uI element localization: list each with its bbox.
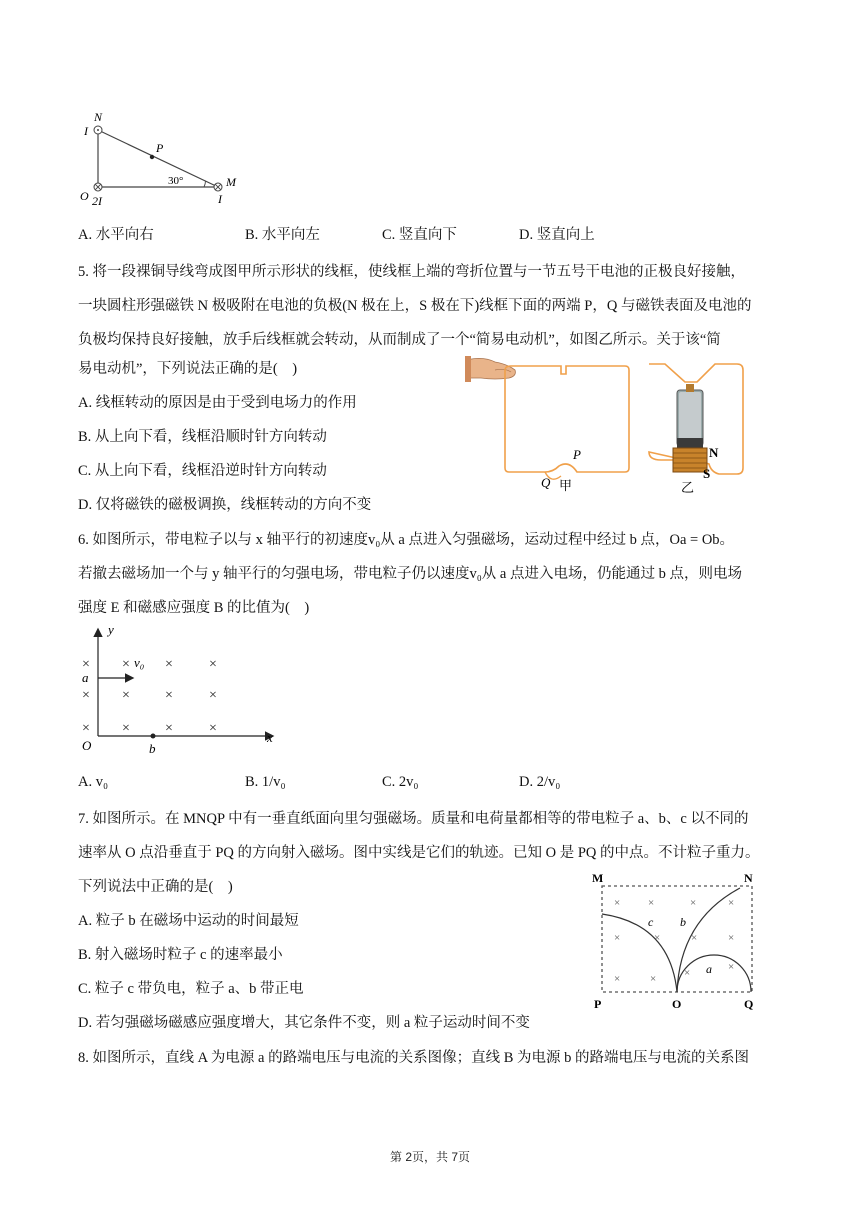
q7-label-M: M xyxy=(592,871,604,885)
q6-stem-line-1: 6. 如图所示，带电粒子以与 x 轴平行的初速度v₀从 a 点进入匀强磁场，运动过程中经过 b 点，Oa = Ob。 xyxy=(78,532,735,548)
magnet-icon xyxy=(673,448,707,472)
q7-label-Q: Q xyxy=(744,997,754,1011)
q7-label-a: a xyxy=(706,962,712,976)
q6-label-a: a xyxy=(82,670,89,685)
svg-text:×: × xyxy=(728,897,735,909)
svg-text:×: × xyxy=(654,932,661,944)
svg-text:×: × xyxy=(691,932,698,944)
q5-label-N: N xyxy=(709,445,719,460)
q5-label-S: S xyxy=(703,466,711,481)
q7-option-c: C. 粒子 c 带负电，粒子 a、b 带正电 xyxy=(78,981,304,997)
q5-option-b: B. 从上向下看，线框沿顺时针方向转动 xyxy=(78,429,327,445)
q6-label-b: b xyxy=(149,741,156,756)
q4-option-d: D. 竖直向上 xyxy=(519,227,595,243)
q6-label-x: x xyxy=(267,730,273,745)
q4-label-M: M xyxy=(226,175,236,189)
q7-stem-line-1: 7. 如图所示。在 MNQP 中有一垂直纸面向里匀强磁场。质量和电荷量都相等的带电粒子 a、b、c 以不同的 xyxy=(78,811,749,827)
q7-label-O: O xyxy=(672,997,682,1011)
q7-option-d: D. 若匀强磁场磁感应强度增大，其它条件不变，则 a 粒子运动时间不变 xyxy=(78,1015,530,1031)
q5-label-yi: 乙 xyxy=(681,480,695,495)
svg-text:×: × xyxy=(650,973,657,985)
q6-option-a: A. v₀ xyxy=(78,774,109,790)
q5-stem-line-3: 负极均保持良好接触，放手后线框就会转动，从而制成了一个“简易电动机”，如图乙所示。关于该“简 xyxy=(78,332,721,348)
svg-text:×: × xyxy=(728,961,735,973)
q4-option-b: B. 水平向左 xyxy=(245,227,320,243)
q7-option-b: B. 射入磁场时粒子 c 的速率最小 xyxy=(78,947,283,963)
q4-label-O: O xyxy=(80,189,89,203)
q5-label-P: P xyxy=(573,447,581,462)
q7-option-a: A. 粒子 b 在磁场中运动的时间最短 xyxy=(78,913,299,929)
svg-text:×: × xyxy=(122,721,130,736)
q5-option-d: D. 仅将磁铁的磁极调换，线框转动的方向不变 xyxy=(78,497,372,513)
q5-stem-line-4: 易电动机”，下列说法正确的是( ) xyxy=(78,361,298,377)
svg-text:×: × xyxy=(614,973,621,985)
q6-label-O: O xyxy=(82,738,92,753)
svg-text:×: × xyxy=(684,967,691,979)
svg-text:×: × xyxy=(122,688,130,703)
svg-text:×: × xyxy=(648,897,655,909)
q6-option-b: B. 1/v₀ xyxy=(245,774,286,790)
q4-label-2I: 2I xyxy=(92,194,102,208)
q7-label-c: c xyxy=(648,915,654,929)
svg-text:×: × xyxy=(82,721,90,736)
q6-label-v0: v₀ xyxy=(134,655,145,670)
page-footer: 第 2页，共 7页 xyxy=(389,1150,471,1164)
q5-label-jia: 甲 xyxy=(559,478,573,493)
q5-option-c: C. 从上向下看，线框沿逆时针方向转动 xyxy=(78,463,327,479)
q7-stem-line-3: 下列说法中正确的是( ) xyxy=(78,879,233,895)
q7-stem-line-2: 速率从 O 点沿垂直于 PQ 的方向射入磁场。图中实线是它们的轨迹。已知 O 是 PQ 的中点。不计粒子重力。 xyxy=(78,845,760,861)
q6-stem-line-2: 若撤去磁场加一个与 y 轴平行的匀强电场，带电粒子仍以速度v₀从 a 点进入电场，仍能通过 b 点，则电场 xyxy=(78,566,742,582)
svg-text:×: × xyxy=(614,897,621,909)
q7-label-b: b xyxy=(680,915,686,929)
svg-text:×: × xyxy=(165,688,173,703)
svg-text:×: × xyxy=(209,721,217,736)
q8-stem-line-1: 8. 如图所示，直线 A 为电源 a 的路端电压与电流的关系图像；直线 B 为电源 b 的路端电压与电流的关系图 xyxy=(78,1050,750,1066)
svg-text:×: × xyxy=(614,932,621,944)
q5-label-Q: Q xyxy=(541,475,551,490)
q4-label-P: P xyxy=(156,141,164,155)
svg-text:×: × xyxy=(82,657,90,672)
q4-figure xyxy=(76,108,246,208)
svg-text:×: × xyxy=(209,688,217,703)
q6-stem-line-3: 强度 E 和磁感应强度 B 的比值为( ) xyxy=(78,600,310,616)
svg-text:×: × xyxy=(728,932,735,944)
q7-label-P: P xyxy=(594,997,602,1011)
q5-option-a: A. 线框转动的原因是由于受到电场力的作用 xyxy=(78,395,357,411)
q4-option-a: A. 水平向右 xyxy=(78,227,154,243)
svg-text:×: × xyxy=(82,688,90,703)
q6-label-y: y xyxy=(108,622,114,637)
q5-stem-line-1: 5. 将一段裸铜导线弯成图甲所示形状的线框，使线框上端的弯折位置与一节五号干电池的正极良好接触， xyxy=(78,264,745,280)
svg-text:×: × xyxy=(209,657,217,672)
q5-stem-line-2: 一块圆柱形强磁铁 N 极吸附在电池的负极(N 极在上，S 极在下)线框下面的两端 P，Q 与磁铁表面及电池的 xyxy=(78,298,752,314)
q4-label-angle: 30° xyxy=(168,175,184,187)
q7-label-N: N xyxy=(744,871,753,885)
q4-label-I-left: I xyxy=(84,124,88,138)
q7-figure xyxy=(588,866,768,1014)
svg-text:×: × xyxy=(122,657,130,672)
q4-label-N: N xyxy=(94,110,103,124)
q4-option-c: C. 竖直向下 xyxy=(382,227,457,243)
svg-text:×: × xyxy=(165,721,173,736)
q6-option-d: D. 2/v₀ xyxy=(519,774,561,790)
q6-figure xyxy=(76,622,286,756)
q6-option-c: C. 2v₀ xyxy=(382,774,419,790)
svg-text:×: × xyxy=(690,897,697,909)
hand-icon xyxy=(465,356,515,382)
q5-figure xyxy=(465,352,765,500)
q4-label-I-right: I xyxy=(218,192,222,206)
svg-text:×: × xyxy=(165,657,173,672)
